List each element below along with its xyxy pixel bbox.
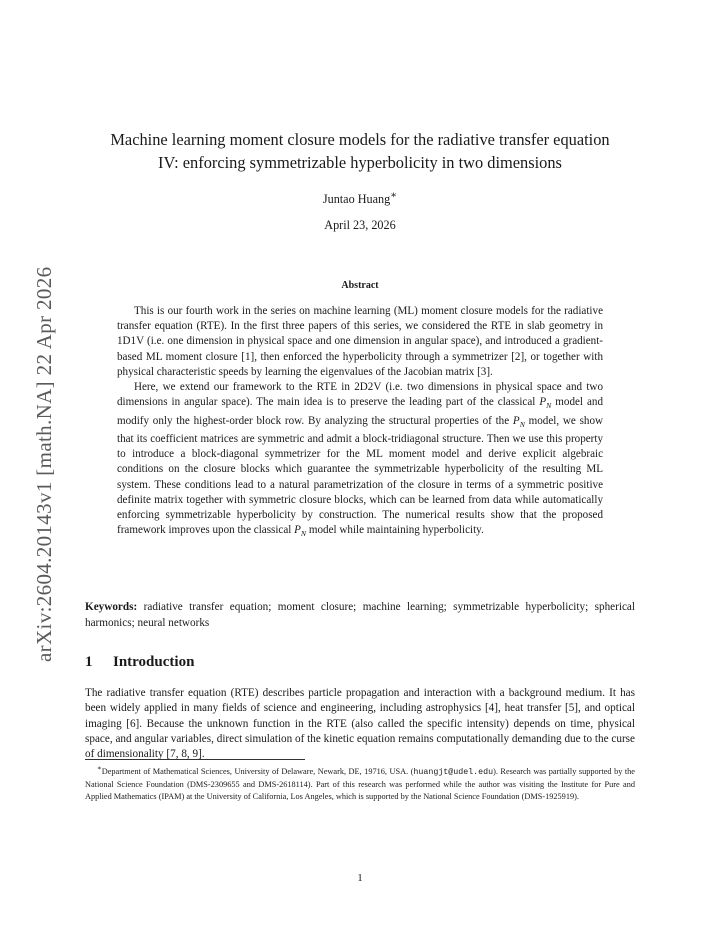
footnote-text: ). Research was partially supported by the National Science Foundation (DMS-2309655 and DMS-2618114). Part of this research was performed while the author was visiting the Institute for Pure and Applied Mathematics (IPAM) at the University of California, Los Angeles, which is supported by the National Science Foundation (DMS-1925919).: [85, 766, 635, 802]
pn-model-symbol: $P_N$: [512, 414, 525, 429]
abstract-heading: Abstract: [341, 280, 379, 291]
section-title: Introduction: [113, 654, 195, 670]
paper-date: April 23, 2026: [324, 218, 396, 232]
abstract-text: model, we show that its coefficient matrices are symmetric and admit a block-tridiagonal structure. Then we use this property to introduce a block-diagonal symmetrizer for the ML moment model and derive explicit algebraic conditions on the closure blocks which guarantee the symmetrizable hyperbolicity of the resulting ML system. These conditions lead to a natural parametrization of the closure in terms of a symmetric positive definite matrix together with symmetric closure blocks, which can be learned from data while automatically enforcing symmetrizable hyperbolicity by construction. The numerical results show that the proposed framework improves upon the classical: [117, 414, 603, 537]
abstract-text: model and modify only the highest-order block row. By analyzing the structural properties of the: [117, 396, 604, 427]
abstract: [117, 304, 603, 542]
keywords-text: radiative transfer equation; moment closure; machine learning; symmetrizable hyperbolicity; spherical harmonics; neural networks: [85, 601, 636, 629]
pn-model-symbol: $P_N$: [539, 396, 552, 411]
footnote-rule: [85, 759, 305, 760]
author-line: [60, 190, 660, 207]
arxiv-stamp: [10, 248, 54, 662]
intro-paragraph: The radiative transfer equation (RTE) describes particle propagation and interaction with a background medium. It has been widely applied in many fields of science and engineering, including astrophysics [4], heat transfer [5], and optical imaging [6]. Because the unknown function in the RTE (also called the specific intensity) depends on time, physical space, and angular variables, direct simulation of the kinetic equation remains computationally demanding due to the curse of dimensionality [7, 8, 9].: [85, 687, 635, 761]
paper-title: [60, 128, 660, 174]
keywords: [85, 600, 635, 631]
author-email: huangjt@udel.edu: [413, 767, 494, 777]
keywords-label: Keywords:: [85, 601, 138, 613]
section-number: 1: [85, 654, 93, 670]
footnote: [85, 763, 635, 804]
title-line-1: Machine learning moment closure models for the radiative transfer equation: [110, 130, 610, 149]
author-footnote-mark: ∗: [390, 190, 398, 201]
footnote-mark: ∗: [97, 765, 102, 772]
page-number: 1: [357, 872, 363, 884]
abstract-paragraph-1: This is our fourth work in the series on machine learning (ML) moment closure models for the radiative transfer equation (RTE). In the first three papers of this series, we considered the RTE in slab geometry in 1D1V (i.e. one dimension in physical space and one dimension in angular space), and introduced a gradient-based ML moment closure [1], then enforced the hyperbolicity through a symmetrizer [2], or together with physical characteristic speeds by learning the eigenvalues of the Jacobian matrix [3].: [117, 305, 603, 378]
pn-model-symbol: $P_N$: [294, 524, 307, 539]
arxiv-stamp-text: arXiv:2604.20143v1 [math.NA] 22 Apr 2026: [32, 266, 56, 662]
abstract-text: model while maintaining hyperbolicity.: [306, 524, 484, 537]
abstract-text: Here, we extend our framework to the RTE in 2D2V (i.e. two dimensions in physical space and two dimensions in angular space). The main idea is to preserve the leading part of the classical: [117, 381, 603, 409]
section-heading: [85, 654, 635, 671]
abstract-paragraph-2: [117, 380, 603, 542]
author-name: Juntao Huang: [322, 192, 391, 207]
title-line-2: IV: enforcing symmetrizable hyperbolicity in two dimensions: [158, 153, 562, 172]
footnote-text: Department of Mathematical Sciences, University of Delaware, Newark, DE, 19716, USA. (: [101, 766, 414, 776]
